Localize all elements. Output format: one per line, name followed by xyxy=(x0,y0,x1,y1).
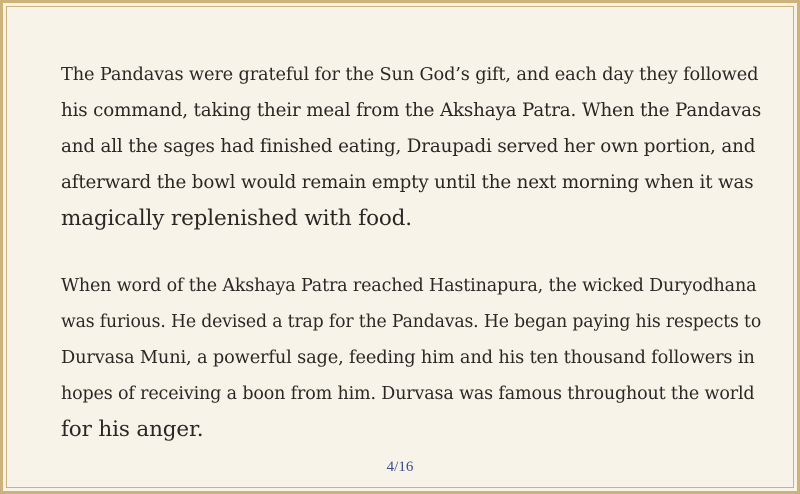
paragraph-1-line-2: his command, taking their meal from the Akshaya Patra. When the Pandavas xyxy=(61,100,762,121)
paragraph-1-line-5: magically replenished with food. xyxy=(61,206,412,231)
paragraph-2-line-2: was furious. He devised a trap for the Pandavas. He began paying his respects to xyxy=(61,312,762,332)
paragraph-1-line-1: The Pandavas were grateful for the Sun God’s gift, and each day they followed xyxy=(61,65,759,85)
paragraph-2 xyxy=(61,268,762,448)
paragraph-2-line-4: hopes of receiving a boon from him. Durvasa was famous throughout the world xyxy=(61,384,755,404)
paragraph-2-line-5: for his anger. xyxy=(61,417,204,442)
paragraph-2-line-3: Durvasa Muni, a powerful sage, feeding him and his ten thousand followers in xyxy=(61,348,755,368)
paragraph-1 xyxy=(61,57,762,237)
page-number: 4/16 xyxy=(386,459,414,475)
paragraph-1-line-3: and all the sages had finished eating, Draupadi served her own portion, and xyxy=(61,136,756,157)
paragraph-1-line-4: afterward the bowl would remain empty until the next morning when it was xyxy=(61,172,754,193)
paragraph-2-line-1: When word of the Akshaya Patra reached Hastinapura, the wicked Duryodhana xyxy=(61,276,757,296)
